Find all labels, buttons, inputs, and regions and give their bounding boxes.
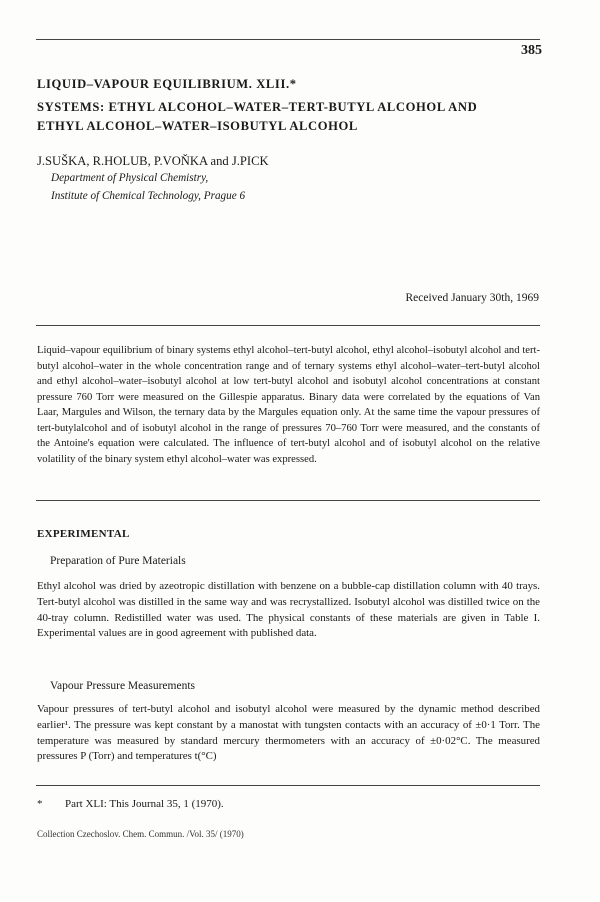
author-list: J.SUŠKA, R.HOLUB, P.VOŇKA and J.PICK: [37, 154, 269, 168]
affiliation-line-2: Institute of Chemical Technology, Prague 6: [51, 190, 246, 202]
title-line-1: LIQUID–VAPOUR EQUILIBRIUM. XLII.*: [37, 77, 297, 91]
journal-citation: Collection Czechoslov. Chem. Commun. /Vol. 35/ (1970): [37, 829, 244, 839]
title-line-3: ETHYL ALCOHOL–WATER–ISOBUTYL ALCOHOL: [37, 119, 358, 133]
received-date: Received January 30th, 1969: [405, 292, 539, 304]
paragraph-preparation: Ethyl alcohol was dried by azeotropic distillation with benzene on a bubble-cap distillation column with 40 trays. Tert-butyl alcohol was distilled in the same way and was recrystallized. Isobutyl alcohol was distilled twice on the 40-tray column. Redistilled water was used. The physical constants of these materials are given in Table I. Experimental values are in good agreement with published data.: [37, 580, 540, 640]
abstract-text: Liquid–vapour equilibrium of binary systems ethyl alcohol–tert-butyl alcohol, ethyl alcohol–isobutyl alcohol and tert-butyl alcohol–water in the whole concentration range and of ternary systems ethyl alcohol–water–tert-butyl alcohol and ethyl alcohol–water–isobutyl alcohol at low tert-butyl alcohol and isobutyl alcohol concentrations at constant pressure 760 Torr were measured on the Gillespie apparatus. Binary data were correlated by the equations of Van Laar, Margules and Wilson, the ternary data by the Margules equation only. At the same time the vapour pressures of tert-butylalcohol and of isobutyl alcohol in the range of pressures 70–760 Torr were measured, and the constants of the Antoine's equation were calculated. The influence of tert-butyl alcohol and of isobutyl alcohol on the relative volatility of the binary system ethyl alcohol–water was expressed.: [37, 345, 540, 465]
footnote: [37, 798, 224, 810]
footnote-rule: [36, 785, 540, 786]
subheading-preparation: Preparation of Pure Materials: [50, 555, 186, 567]
subheading-vapour-pressure: Vapour Pressure Measurements: [50, 680, 195, 692]
abstract-bottom-rule: [36, 500, 540, 501]
abstract-top-rule: [36, 325, 540, 326]
header-rule: [36, 39, 540, 40]
footnote-mark: *: [37, 798, 43, 810]
paragraph-vapour-pressure: Vapour pressures of tert-butyl alcohol and isobutyl alcohol were measured by the dynamic method described earlier¹. The pressure was kept constant by a manostat with tungsten contacts with an accuracy of ±0·1 Torr. The temperature was measured by standard mercury thermometers with an accuracy of ±0·02°C. The measured pressures P (Torr) and temperatures t(°C): [37, 703, 540, 763]
footnote-text: Part XLI: This Journal 35, 1 (1970).: [65, 798, 224, 810]
affiliation-line-1: Department of Physical Chemistry,: [51, 172, 209, 184]
title-line-2: SYSTEMS: ETHYL ALCOHOL–WATER–TERT-BUTYL ALCOHOL AND: [37, 100, 478, 114]
section-heading-experimental: EXPERIMENTAL: [37, 528, 130, 540]
page-number: 385: [521, 43, 542, 58]
